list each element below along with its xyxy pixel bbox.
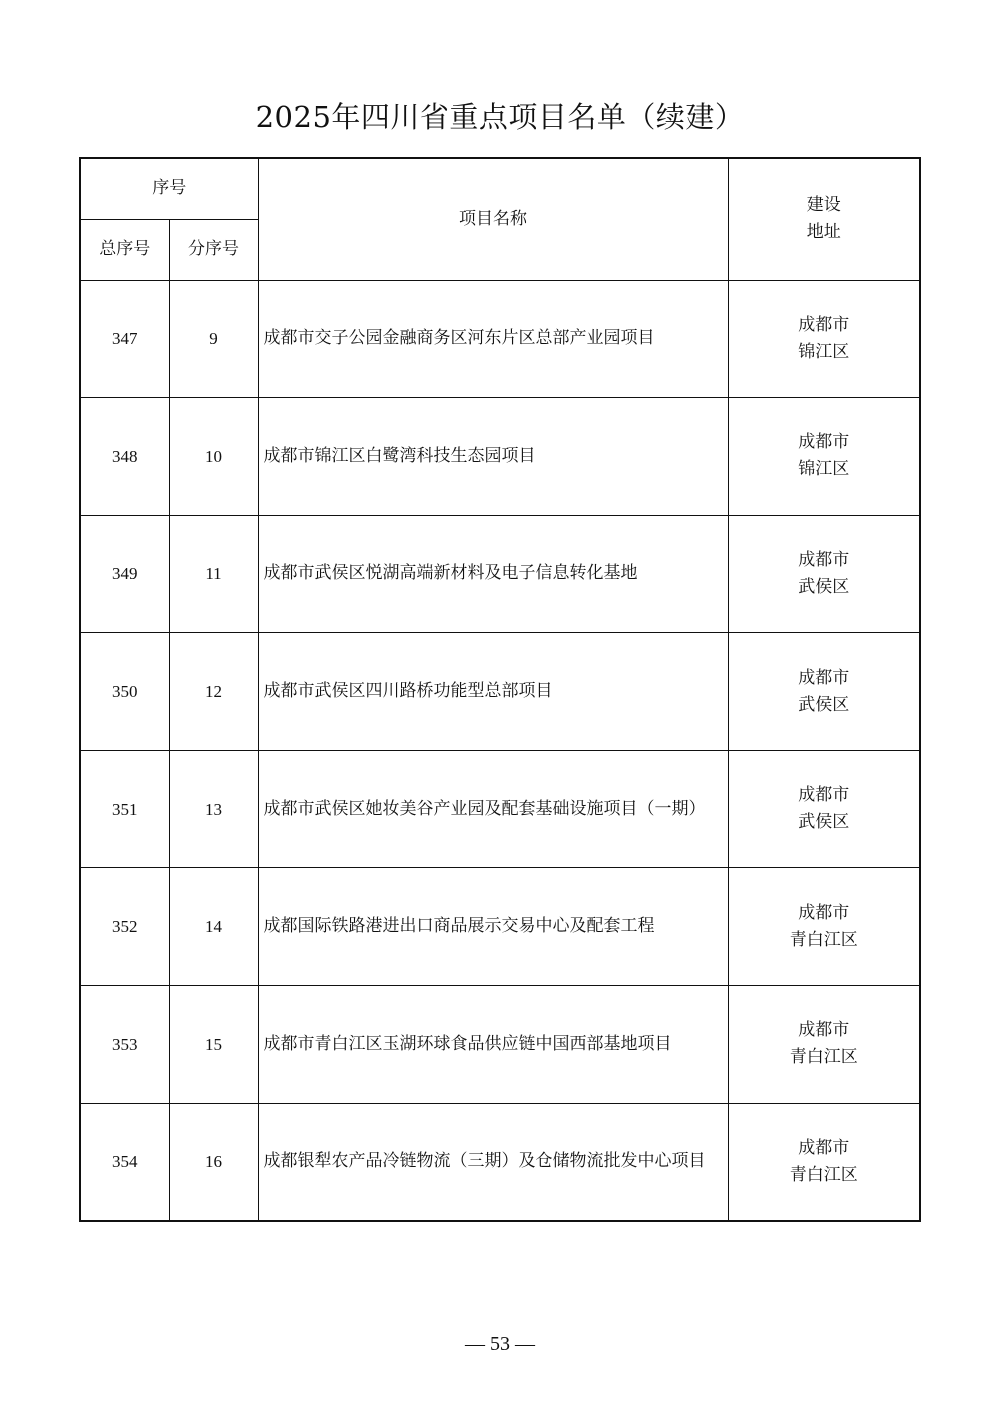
location-district: 武侯区 — [798, 812, 850, 833]
location-district: 武侯区 — [798, 694, 850, 715]
location-district: 青白江区 — [789, 1164, 858, 1185]
page-title: 2025年四川省重点项目名单（续建） — [255, 100, 745, 134]
location-city: 成都市 — [798, 667, 850, 688]
table-row — [80, 398, 920, 516]
location-district: 青白江区 — [789, 929, 858, 950]
location-city: 成都市 — [798, 432, 850, 453]
total-seq-cell: 353 — [80, 986, 169, 1104]
location-city: 成都市 — [798, 549, 850, 570]
table-row — [80, 750, 920, 868]
location-cell — [728, 398, 920, 516]
table-header-row — [80, 158, 920, 219]
project-table — [79, 157, 921, 1222]
project-name-cell: 成都市武侯区悦湖高端新材料及电子信息转化基地 — [258, 515, 728, 633]
total-seq-cell: 349 — [80, 515, 169, 633]
project-name-cell: 成都国际铁路港进出口商品展示交易中心及配套工程 — [258, 868, 728, 986]
sub-seq-cell: 9 — [169, 280, 258, 398]
total-seq-cell: 348 — [80, 398, 169, 516]
location-city: 成都市 — [798, 785, 850, 806]
project-name-header: 项目名称 — [258, 158, 728, 280]
location-header-line2: 地址 — [806, 222, 841, 243]
location-city: 成都市 — [798, 1020, 850, 1041]
location-city: 成都市 — [798, 314, 850, 335]
table-row — [80, 515, 920, 633]
location-cell — [728, 868, 920, 986]
project-name-cell: 成都银犁农产品冷链物流（三期）及仓储物流批发中心项目 — [258, 1103, 728, 1221]
project-name-cell: 成都市青白江区玉湖环球食品供应链中国西部基地项目 — [258, 986, 728, 1104]
table-row — [80, 280, 920, 398]
location-header-line1: 建设 — [806, 195, 841, 216]
table-row — [80, 986, 920, 1104]
location-cell — [728, 633, 920, 751]
location-header — [728, 158, 920, 280]
project-name-cell: 成都市武侯区四川路桥功能型总部项目 — [258, 633, 728, 751]
location-district: 青白江区 — [789, 1047, 858, 1068]
location-district: 锦江区 — [798, 459, 850, 480]
project-name-cell: 成都市交子公园金融商务区河东片区总部产业园项目 — [258, 280, 728, 398]
location-district: 武侯区 — [798, 576, 850, 597]
total-seq-cell: 351 — [80, 750, 169, 868]
table-row — [80, 1103, 920, 1221]
table-row — [80, 868, 920, 986]
project-name-cell: 成都市武侯区她妆美谷产业园及配套基础设施项目（一期） — [258, 750, 728, 868]
sub-seq-cell: 16 — [169, 1103, 258, 1221]
seq-group-header: 序号 — [80, 158, 258, 219]
location-cell — [728, 750, 920, 868]
sub-seq-cell: 11 — [169, 515, 258, 633]
location-district: 锦江区 — [798, 341, 850, 362]
location-cell — [728, 280, 920, 398]
sub-seq-cell: 13 — [169, 750, 258, 868]
location-city: 成都市 — [798, 1137, 850, 1158]
page-number: — 53 — — [465, 1333, 535, 1355]
location-cell — [728, 1103, 920, 1221]
project-name-cell: 成都市锦江区白鹭湾科技生态园项目 — [258, 398, 728, 516]
sub-seq-cell: 15 — [169, 986, 258, 1104]
total-seq-cell: 350 — [80, 633, 169, 751]
total-seq-header: 总序号 — [80, 219, 169, 280]
sub-seq-cell: 14 — [169, 868, 258, 986]
location-cell — [728, 986, 920, 1104]
total-seq-cell: 354 — [80, 1103, 169, 1221]
sub-seq-header: 分序号 — [169, 219, 258, 280]
sub-seq-cell: 12 — [169, 633, 258, 751]
total-seq-cell: 352 — [80, 868, 169, 986]
total-seq-cell: 347 — [80, 280, 169, 398]
sub-seq-cell: 10 — [169, 398, 258, 516]
table-row — [80, 633, 920, 751]
location-cell — [728, 515, 920, 633]
location-city: 成都市 — [798, 902, 850, 923]
